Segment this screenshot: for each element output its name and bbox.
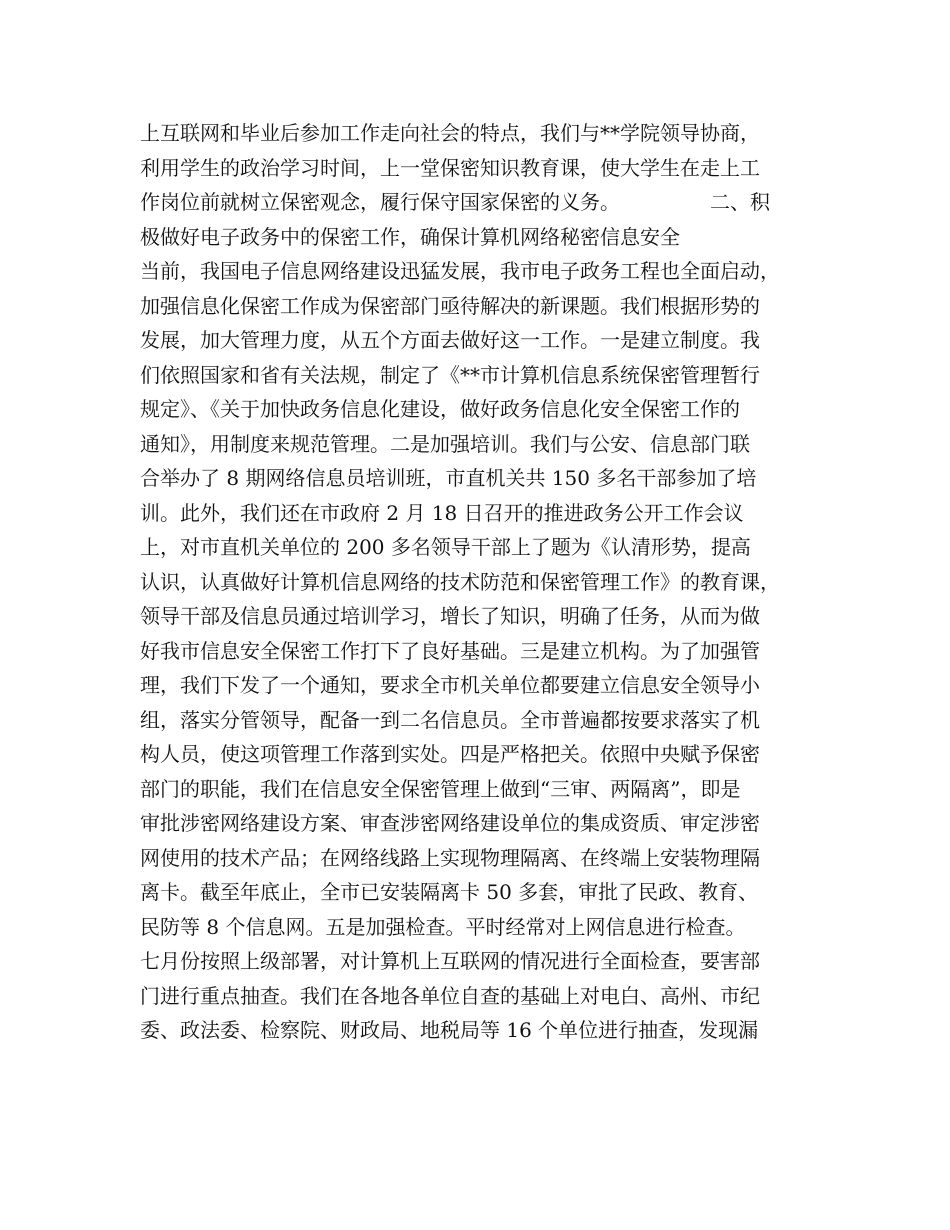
text-line: 合举办了 8 期网络信息员培训班，市直机关共 150 多名干部参加了培 (140, 466, 757, 490)
text-line: 门进行重点抽查。我们在各地各单位自查的基础上对电白、高州、市纪 (140, 983, 760, 1008)
text-line: 部门的职能，我们在信息安全保密管理上做到“三审、两隔离”，即是 (140, 776, 741, 801)
text-line: 认识，认真做好计算机信息网络的技术防范和保密管理工作》的教育课， (140, 569, 780, 594)
text-line: 民防等 8 个信息网。五是加强检查。平时经常对上网信息进行检查。 (140, 914, 746, 939)
text-line: 作岗位前就树立保密观念，履行保守国家保密的义务。 二、积 (140, 190, 770, 214)
text-line: 训。此外，我们还在市政府 2 月 18 日召开的推进政务公开工作会议 (140, 500, 744, 525)
text-line: 当前，我国电子信息网络建设迅猛发展，我市电子政务工程也全面启动， (140, 259, 780, 283)
text-line: 领导干部及信息员通过培训学习，增长了知识，明确了任务，从而为做 (140, 604, 760, 628)
text-line: 发展，加大管理力度，从五个方面去做好这一工作。一是建立制度。我 (140, 328, 760, 352)
text-line: 组，落实分管领导，配备一到二名信息员。全市普遍都按要求落实了机 (140, 707, 760, 732)
text-line: 构人员，使这项管理工作落到实处。四是严格把关。依照中央赋予保密 (140, 742, 760, 766)
text-line: 上互联网和毕业后参加工作走向社会的特点，我们与**学院领导协商， (140, 121, 760, 145)
text-line: 利用学生的政治学习时间，上一堂保密知识教育课，使大学生在走上工 (140, 155, 760, 180)
text-line: 通知》，用制度来规范管理。二是加强培训。我们与公安、信息部门联 (140, 431, 750, 456)
text-line: 离卡。截至年底止，全市已安装隔离卡 50 多套，审批了民政、教育、 (140, 880, 759, 904)
text-line: 网使用的技术产品；在网络线路上实现物理隔离、在终端上安装物理隔 (140, 845, 760, 870)
text-line: 上，对市直机关单位的 200 多名领导干部上了题为《认清形势，提高 (140, 535, 751, 559)
text-line: 极做好电子政务中的保密工作，确保计算机网络秘密信息安全 (140, 224, 680, 249)
text-line: 们依照国家和省有关法规，制定了《**市计算机信息系统保密管理暂行 (140, 362, 760, 387)
text-line: 理，我们下发了一个通知，要求全市机关单位都要建立信息安全领导小 (140, 673, 760, 697)
text-line: 七月份按照上级部署，对计算机上互联网的情况进行全面检查，要害部 (140, 949, 760, 973)
text-line: 规定》、《关于加快政务信息化建设，做好政务信息化安全保密工作的 (140, 397, 740, 421)
text-line: 审批涉密网络建设方案、审查涉密网络建设单位的集成资质、审定涉密 (140, 811, 760, 835)
body-text (140, 116, 830, 1048)
text-line: 加强信息化保密工作成为保密部门亟待解决的新课题。我们根据形势的 (140, 293, 760, 318)
text-line: 好我市信息安全保密工作打下了良好基础。三是建立机构。为了加强管 (140, 638, 760, 663)
text-line: 委、政法委、检察院、财政局、地税局等 16 个单位进行抽查，发现漏 (140, 1018, 759, 1042)
